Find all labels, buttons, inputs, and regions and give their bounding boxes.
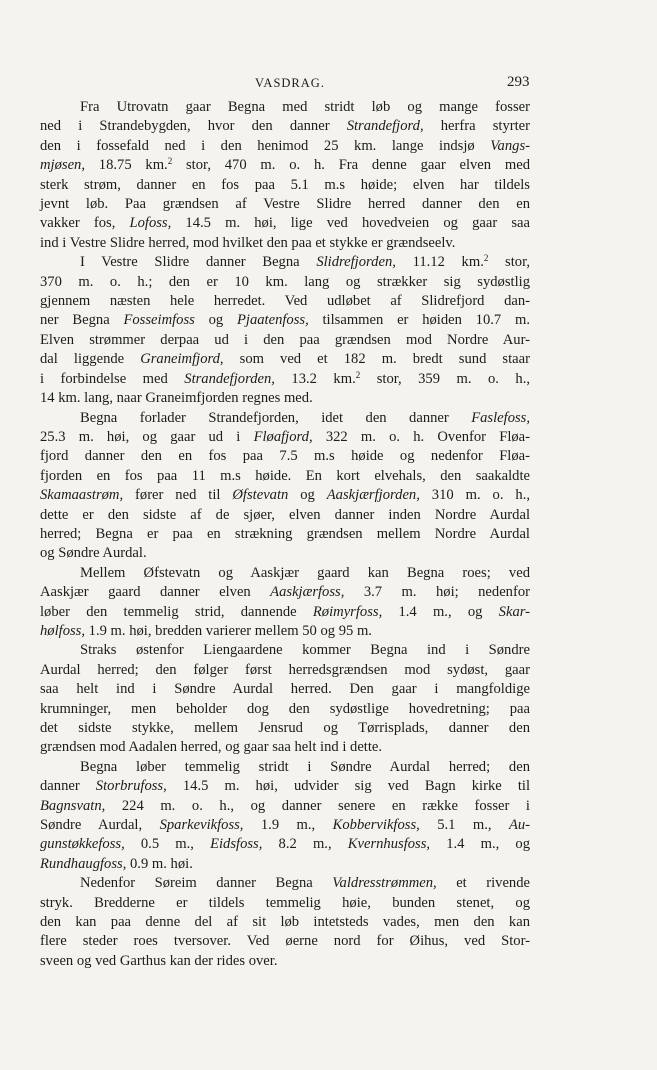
text-run: herfra styrter <box>423 118 530 135</box>
text-run: grændsen mod Aadalen herred, og gaar saa helt ind i dette. <box>40 739 383 756</box>
text-run: Strandefjorden, <box>184 370 275 387</box>
text-run: ind i Vestre Slidre herred, mod hvilket den paa et stykke er grændseelv. <box>40 234 456 251</box>
text-line <box>40 98 530 117</box>
text-run: Kvernhusfoss, <box>347 836 431 853</box>
text-line <box>40 447 530 466</box>
text-run: det sidste stykke, mellem Jensrud og Tørrisplads, danner den <box>40 720 530 736</box>
text-line <box>40 641 530 660</box>
text-line <box>40 117 530 136</box>
text-run: fjorden en fos paa 11 m.s høide. En kort elvehals, den saakaldte <box>40 467 530 484</box>
text-line <box>40 195 530 214</box>
text-run: 1.4 m., og <box>382 603 499 620</box>
text-run: Straks østenfor Liengaardene kommer Begna ind i Søndre <box>80 642 530 659</box>
text-line <box>40 409 530 428</box>
body-text <box>40 98 530 971</box>
text-run: 13.2 km. <box>274 370 356 387</box>
text-run: Aaskjærfoss, <box>270 584 345 601</box>
text-run: Rundhaugfoss, <box>40 855 127 872</box>
text-run: vakker fos, <box>40 215 130 232</box>
text-line <box>40 525 530 544</box>
text-line <box>40 428 530 447</box>
text-run: Kobbervikfoss, <box>332 817 420 834</box>
text-run: Elven strømmer derpaa ud i den paa grændsen mod Nordre Aur- <box>40 331 530 348</box>
text-line <box>40 913 530 932</box>
text-line <box>40 816 530 835</box>
text-line <box>40 738 530 757</box>
text-run: og Søndre Aurdal. <box>40 545 147 562</box>
text-run: Aurdal herred; den følger først herredsgrændsen mod sydøst, gaar <box>40 661 530 678</box>
text-run: saa helt ind i Søndre Aurdal herred. Den gaar i mangfoldige <box>40 681 530 698</box>
superscript: 2 <box>483 253 489 264</box>
text-line <box>40 952 530 971</box>
text-line <box>40 331 530 350</box>
text-run: herred; Begna er paa en strækning grændsen mellem Nordre Aurdal <box>40 525 530 542</box>
text-run: mjøsen, <box>40 157 85 174</box>
text-line <box>40 544 530 563</box>
text-run: 25.3 m. høi, og gaar ud i <box>40 428 254 445</box>
text-line <box>40 176 530 195</box>
text-run: 14 km. lang, naar Graneimfjorden regnes med. <box>40 390 313 407</box>
text-run: stor, 359 m. o. h., <box>360 370 530 387</box>
text-line <box>40 137 530 156</box>
running-title: VASDRAG. <box>255 76 325 90</box>
text-run: 14.5 m. høi, lige ved hovedveien og gaar saa <box>171 215 530 232</box>
text-line <box>40 467 530 486</box>
text-run: hølfoss, <box>40 622 86 639</box>
text-run: Fra Utrovatn gaar Begna med stridt løb og mange fosser <box>80 99 530 115</box>
text-run: Pjaatenfoss, <box>236 312 309 329</box>
text-run: gunstøkkefoss, <box>40 836 125 853</box>
text-run: løber den temmelig strid, dannende <box>40 603 313 620</box>
text-run: 310 m. o. h., <box>419 487 530 504</box>
text-line <box>40 292 530 311</box>
text-line <box>40 835 530 854</box>
text-line <box>40 622 530 641</box>
text-run: Aaskjær gaard danner elven <box>40 584 271 601</box>
text-run: Begna løber temmelig stridt i Søndre Aurdal herred; den <box>80 758 530 775</box>
text-run: stor, 470 m. o. h. Fra denne gaar elven med <box>172 157 530 174</box>
text-run: 11.12 km. <box>395 254 484 271</box>
text-line <box>40 661 530 680</box>
text-run: ner Begna <box>40 312 124 329</box>
text-line <box>40 932 530 951</box>
text-run: Fløafjord, <box>253 428 313 445</box>
text-run: Nedenfor Søreim danner Begna <box>80 875 333 892</box>
text-run: 1.9 m., <box>243 817 333 834</box>
text-run: flere steder roes tversover. Ved øerne nord for Øihus, ved Stor- <box>40 933 530 950</box>
text-run: 0.5 m., <box>124 836 211 853</box>
text-run: danner <box>40 778 96 795</box>
text-run: Strandefjord, <box>346 118 424 135</box>
text-run: gjennem næsten hele herredet. Ved udløbet af Slidrefjord dan- <box>40 293 530 310</box>
text-line <box>40 603 530 622</box>
text-run: og <box>194 312 237 329</box>
text-run: 5.1 m., <box>419 817 509 834</box>
text-run: Mellem Øfstevatn og Aaskjær gaard kan Begna roes; ved <box>80 564 530 581</box>
text-run: 1.9 m. høi, bredden varierer mellem 50 og 95 m. <box>85 622 372 639</box>
text-run: Lofoss, <box>129 215 172 232</box>
text-line <box>40 797 530 816</box>
text-line <box>40 506 530 525</box>
text-run: fjord danner den en fos paa 7.5 m.s høide og nedenfor Fløa- <box>40 448 530 465</box>
text-line <box>40 214 530 233</box>
text-run: dette er den sidste af de sjøer, elven danner inden Nordre Aurdal <box>40 506 530 523</box>
text-run: 8.2 m., <box>262 836 348 853</box>
text-run: fører ned til <box>123 487 233 504</box>
text-run: den i fossefald ned i den henimod 25 km. lange indsjø <box>40 137 491 154</box>
text-run: sveen og ved Garthus kan der rides over. <box>40 952 278 969</box>
text-run: stor, <box>488 254 530 271</box>
text-run: Faslefoss, <box>471 409 530 426</box>
text-line <box>40 583 530 602</box>
text-line <box>40 777 530 796</box>
superscript: 2 <box>167 156 173 167</box>
text-run: Eidsfoss, <box>210 836 263 853</box>
text-line <box>40 311 530 330</box>
text-run: Søndre Aurdal, <box>40 817 160 834</box>
text-line <box>40 894 530 913</box>
text-run: 18.75 km. <box>85 157 168 174</box>
text-run: 0.9 m. høi. <box>126 855 193 872</box>
text-line <box>40 564 530 583</box>
text-run: I Vestre Slidre danner Begna <box>80 254 317 271</box>
text-run: Aaskjærfjorden, <box>326 487 420 504</box>
text-run: ned i Strandebygden, hvor den danner <box>40 118 347 135</box>
text-run: Begna forlader Strandefjorden, idet den danner <box>80 409 472 426</box>
text-run: Øfstevatn <box>232 487 289 504</box>
text-run: som ved et 182 m. bredt sund staar <box>223 351 530 368</box>
text-line <box>40 389 530 408</box>
text-run: Skar- <box>498 603 530 620</box>
text-run: krumninger, men beholder dog den sydøstlige hovedretning; paa <box>40 700 530 717</box>
text-line <box>40 234 530 253</box>
text-run: Au- <box>508 817 531 834</box>
text-line <box>40 370 530 389</box>
text-line <box>40 350 530 369</box>
text-run: et rivende <box>436 875 530 892</box>
text-line <box>40 156 530 175</box>
text-run: 370 m. o. h.; den er 10 km. lang og strækker sig sydøstlig <box>40 273 530 290</box>
text-run: 322 m. o. h. Ovenfor Fløa- <box>312 428 531 445</box>
text-run: jevnt løb. Paa grændsen af Vestre Slidre herred danner den en <box>40 196 530 213</box>
text-line <box>40 874 530 893</box>
text-run: Sparkevikfoss, <box>159 817 244 834</box>
text-line <box>40 486 530 505</box>
text-run: Fosseimfoss <box>123 312 195 329</box>
text-run: sterk strøm, danner en fos paa 5.1 m.s høide; elven har tildels <box>40 176 530 193</box>
text-run: Graneimfjord, <box>140 351 224 368</box>
text-line <box>40 680 530 699</box>
text-line <box>40 855 530 874</box>
text-run: 3.7 m. høi; nedenfor <box>344 584 530 601</box>
text-run: Slidrefjorden, <box>316 254 396 271</box>
text-run: den kan paa denne del af sit løb intetsteds vades, men den kan <box>40 914 530 931</box>
text-line <box>40 700 530 719</box>
text-run: Valdresstrømmen, <box>332 875 437 892</box>
superscript: 2 <box>355 369 361 380</box>
text-line <box>40 273 530 292</box>
text-run: 1.4 m., og <box>430 836 530 853</box>
text-run: i forbindelse med <box>40 370 185 387</box>
text-run: 14.5 m. høi, udvider sig ved Bagn kirke til <box>166 778 530 795</box>
text-run: Storbrufoss, <box>95 778 167 795</box>
text-run: Bagnsvatn, <box>40 797 106 814</box>
text-run: Røimyrfoss, <box>312 603 383 620</box>
text-run: Vangs- <box>490 137 530 154</box>
page-number: 293 <box>507 74 530 90</box>
text-run: og <box>288 487 327 504</box>
text-line <box>40 719 530 738</box>
text-run: dal liggende <box>40 351 141 368</box>
text-line <box>40 758 530 777</box>
text-line <box>40 253 530 272</box>
text-run: 224 m. o. h., og danner senere en række fosser i <box>105 797 530 814</box>
text-run: tilsammen er høiden 10.7 m. <box>308 312 530 329</box>
text-run: stryk. Bredderne er tildels temmelig høie, bunden stenet, og <box>40 894 530 911</box>
text-run: Skamaastrøm, <box>40 487 124 504</box>
